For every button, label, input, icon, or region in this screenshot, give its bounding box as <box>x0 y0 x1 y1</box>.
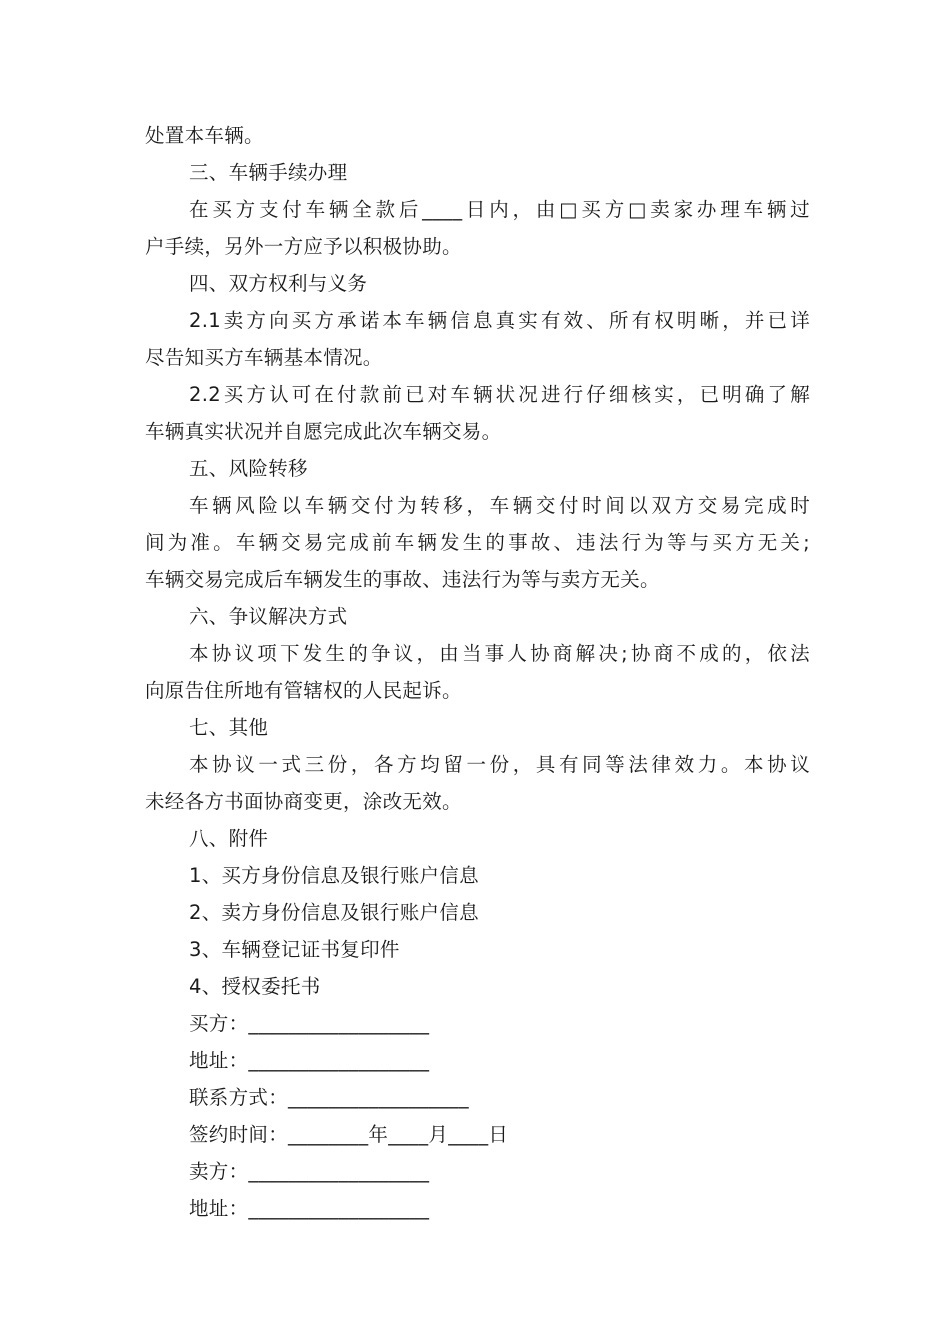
text-line: 未经各方书面协商变更，涂改无效。 <box>145 790 462 813</box>
attachment-item: 4、授权委托书 <box>189 975 321 998</box>
text-line: 处置本车辆。 <box>145 124 264 147</box>
text-line: 车辆真实状况并自愿完成此次车辆交易。 <box>145 420 502 443</box>
contact-field: 联系方式：__________________ <box>189 1086 469 1109</box>
buyer-field: 买方：__________________ <box>189 1012 430 1035</box>
seller-field: 卖方：__________________ <box>189 1160 430 1183</box>
text-line: 2.2买方认可在付款前已对车辆状况进行仔细核实，已明确了解 <box>189 383 810 406</box>
text-line: 尽告知买方车辆基本情况。 <box>145 346 383 369</box>
section-heading: 三、车辆手续办理 <box>189 161 348 184</box>
section-heading: 四、双方权利与义务 <box>189 272 368 295</box>
attachment-item: 2、卖方身份信息及银行账户信息 <box>189 901 479 924</box>
text-line: 车辆交易完成后车辆发生的事故、违法行为等与卖方无关。 <box>145 568 660 591</box>
section-heading: 五、风险转移 <box>189 457 308 480</box>
section-heading: 八、附件 <box>189 827 269 850</box>
attachment-item: 1、买方身份信息及银行账户信息 <box>189 864 479 887</box>
buyer-address-field: 地址：__________________ <box>189 1049 430 1072</box>
text-line: 2.1卖方向买方承诺本车辆信息真实有效、所有权明晰，并已详 <box>189 309 810 332</box>
section-heading: 六、争议解决方式 <box>189 605 348 628</box>
text-line: 户手续，另外一方应予以积极协助。 <box>145 235 462 258</box>
section-heading: 七、其他 <box>189 716 269 739</box>
text-line: 在买方支付车辆全款后____日内，由□买方□卖家办理车辆过 <box>189 198 810 221</box>
text-line: 向原告住所地有管辖权的人民起诉。 <box>145 679 462 702</box>
text-line: 本协议项下发生的争议，由当事人协商解决;协商不成的，依法 <box>189 642 810 665</box>
signing-date-field: 签约时间：________年____月____日 <box>189 1123 509 1146</box>
text-line: 间为准。车辆交易完成前车辆发生的事故、违法行为等与买方无关; <box>145 531 810 554</box>
seller-address-field: 地址：__________________ <box>189 1197 430 1220</box>
text-line: 车辆风险以车辆交付为转移，车辆交付时间以双方交易完成时 <box>189 494 810 517</box>
attachment-item: 3、车辆登记证书复印件 <box>189 938 400 961</box>
text-line: 本协议一式三份，各方均留一份，具有同等法律效力。本协议 <box>189 753 810 776</box>
document-body <box>145 117 810 1227</box>
